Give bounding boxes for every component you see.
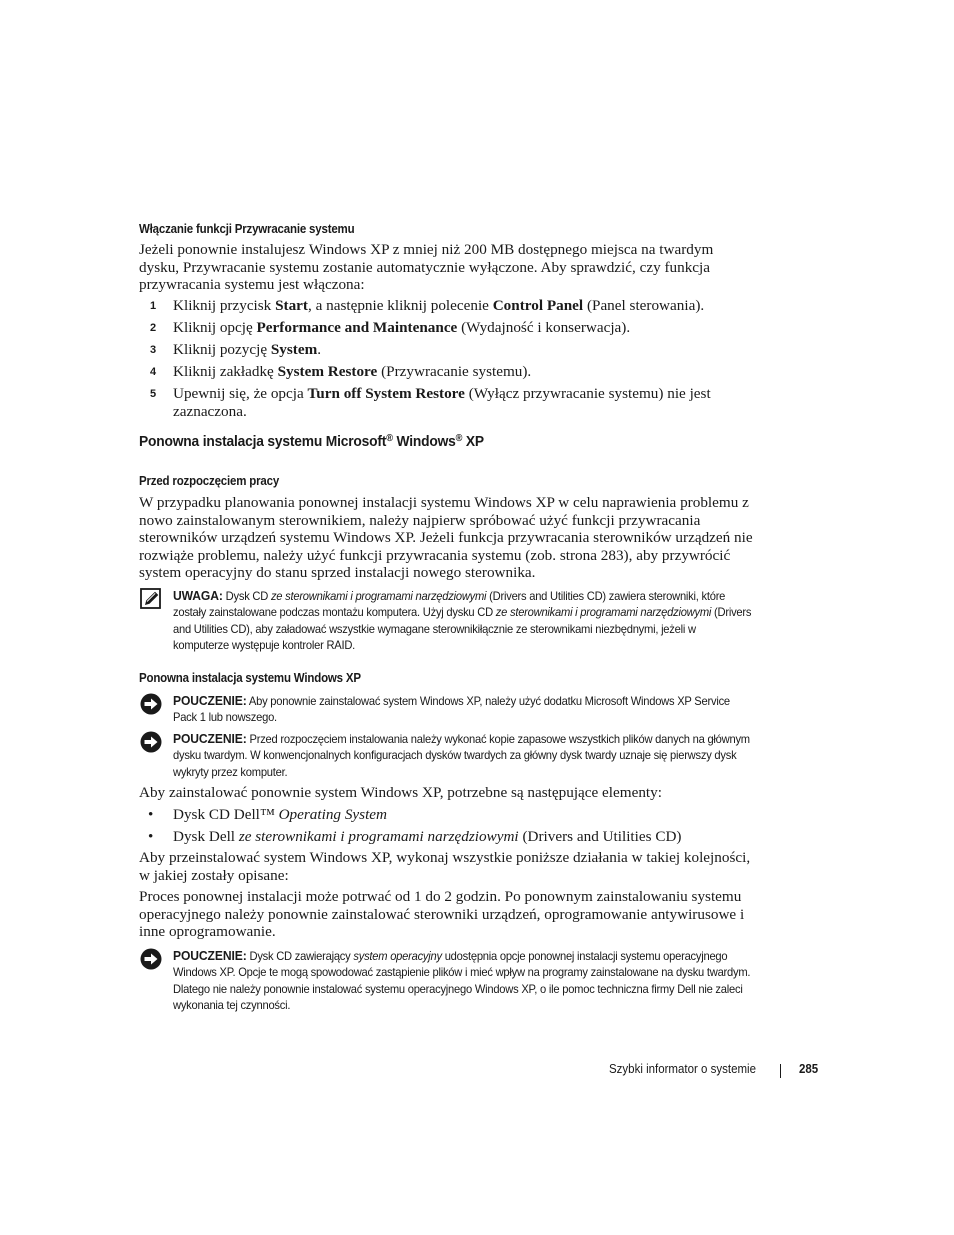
bullet-item: • Dysk Dell ze sterownikami i programami narzędziowymi (Drivers and Utilities CD) [148,828,682,845]
order-text: Aby przeinstalować system Windows XP, wykonaj wszystkie poniższe działania w takiej kolejności, w jakiej zostały opisane: [139,849,751,884]
duration-text: Proces ponownej instalacji może potrwać od 1 do 2 godzin. Po ponownym zainstalowaniu systemu operacyjnego należy ponownie zainstalować sterowniki urządzeń, oprogramowanie antywirusowe i inne oprogramowanie. [139,888,745,940]
note-block [140,588,760,653]
requirements-intro: Aby zainstalować ponownie system Windows XP, potrzebne są następujące elementy: [139,784,662,801]
notice-arrow-icon [140,731,162,753]
notice-block-2 [140,731,760,780]
notice-arrow-icon [140,693,162,715]
ui-term: System Restore [277,363,378,380]
notice-arrow-icon [140,948,162,970]
step-5 [150,385,720,420]
notice-label: POUCZENIE: [173,731,247,746]
notice-block-3 [140,948,760,1013]
notice-block-1 [140,693,760,726]
step-text: Kliknij opcję Performance and Maintenance (Wydajność i konserwacja). [173,319,631,336]
ui-term: Start [275,297,308,314]
step-4 [150,363,750,381]
step-text: Kliknij pozycję System. [173,341,322,358]
step-number: 4 [150,366,157,378]
restore-intro-text: Jeżeli ponownie instalujesz Windows XP z mniej niż 200 MB dostępnego miejsca na twardym dysku, Przywracanie systemu zostanie automatycznie wyłączone. Aby sprawdzić, czy funkcja przywracania systemu jest włączona: [139,241,714,293]
reinstall-heading: Ponowna instalacja systemu Microsoft® Windows® XP [139,433,484,450]
ui-term: System [270,341,318,358]
footer-title: Szybki informator o systemie [609,1062,756,1076]
page-number: 285 [799,1062,819,1076]
step-text: Kliknij przycisk Start, a następnie kliknij polecenie Control Panel (Panel sterowania). [173,297,705,314]
ui-term: Performance and Maintenance [256,319,458,336]
restore-heading: Włączanie funkcji Przywracanie systemu [139,222,355,236]
ui-term: Turn off System Restore [307,385,465,402]
step-number: 1 [150,300,157,312]
step-number: 3 [150,344,157,356]
ui-term: Control Panel [492,297,584,314]
step-number: 5 [150,388,157,400]
note-text: UWAGA: Dysk CD ze sterownikami i programami narzędziowymi (Drivers and Utilities CD) zawiera sterowniki, które zostały zainstalowane podczas montażu komputera. Użyj dysku CD ze sterownikami i programami narzędziowymi (Drivers and Utilities CD), aby załadować wszystkie wymagane sterownikiłącznie ze sterownikami niezbędnymi, jeżeli w komputerze występuje kontroler RAID. [173,588,752,652]
step-3 [150,341,750,359]
reinstall-windows-heading: Ponowna instalacja systemu Windows XP [139,671,361,685]
bullet-item: • Dysk CD Dell™ Operating System [148,806,387,823]
step-text: Upewnij się, że opcja Turn off System Restore (Wyłącz przywracanie systemu) nie jest zaznaczona. [173,385,711,420]
step-2 [150,319,750,337]
note-label: UWAGA: [173,588,223,603]
notice-label: POUCZENIE: [173,948,247,963]
notice-text: POUCZENIE: Aby ponownie zainstalować system Windows XP, należy użyć dodatku Microsoft Windows XP Service Pack 1 lub nowszego. [173,693,730,725]
footer-divider [780,1064,781,1078]
step-text: Kliknij zakładkę System Restore (Przywracanie systemu). [173,363,532,380]
note-pencil-icon [140,588,162,610]
notice-text: POUCZENIE: Dysk CD zawierający system operacyjny udostępnia opcje ponownej instalacji systemu operacyjnego Windows XP. Opcje te mogą spowodować zastąpienie plików i mieć wpływ na programy zainstalowane na dysku twardym. Dlatego nie należy ponownie instalować systemu operacyjnego Windows XP, o ile pomoc techniczna firmy Dell nie zaleci wykonania tej czynności. [173,948,751,1012]
before-you-begin-text: W przypadku planowania ponownej instalacji systemu Windows XP w celu naprawienia problemu z nowo zainstalowanym sterownikiem, należy najpierw spróbować użyć funkcji przywracania sterowników urządzeń systemu Windows XP. Jeżeli funkcja przywracania sterowników urządzeń nie rozwiąże problemu, należy użyć funkcji przywracania systemu (zob. strona 283), aby przywrócić system operacyjny do stanu sprzed instalacji nowego sterownika. [139,494,753,581]
step-1 [150,297,750,315]
restore-intro [139,241,757,294]
before-you-begin-heading: Przed rozpoczęciem pracy [139,474,280,488]
notice-text: POUCZENIE: Przed rozpoczęciem instalowania należy wykonać kopie zapasowe wszystkich plików danych na głównym dysku twardym. W konwencjonalnych konfiguracjach dysków twardych za główny dysk twardy uznaje się pierwszy dysk wykryty przez komputer. [173,731,750,779]
step-number: 2 [150,322,157,334]
notice-label: POUCZENIE: [173,693,247,708]
